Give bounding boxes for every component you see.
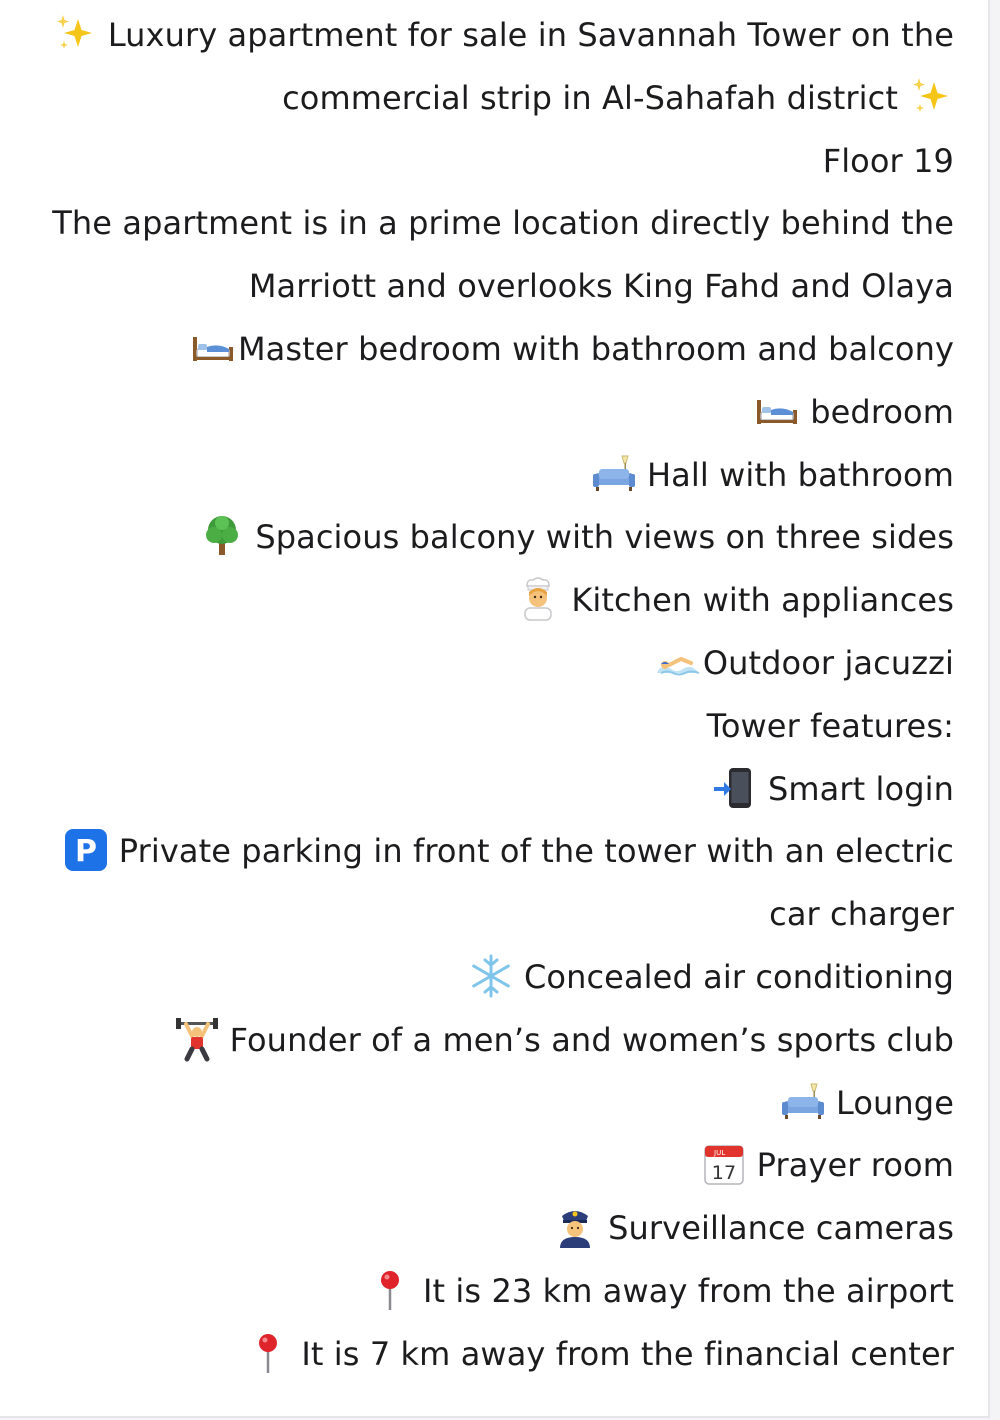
weightlifter-icon (174, 1016, 220, 1062)
title-text-2: commercial strip in Al-Sahafah district (282, 78, 898, 117)
calendar-icon (701, 1141, 747, 1187)
smart-login-text: Smart login (767, 769, 954, 808)
couch-icon (591, 451, 637, 497)
feature-master-bedroom-text: Master bedroom with bathroom and balcony (237, 329, 954, 368)
lounge-text: Lounge (835, 1083, 954, 1122)
feature-kitchen (36, 569, 954, 632)
title-line-2 (36, 67, 954, 130)
parking-letter: P (74, 834, 97, 870)
phone-arrow-icon (712, 765, 758, 811)
tower-financial (36, 1323, 954, 1386)
snowflake-icon (468, 953, 514, 999)
location-line-1 (36, 192, 954, 255)
cook-icon (515, 576, 561, 622)
feature-balcony (36, 506, 954, 569)
feature-jacuzzi-text: Outdoor jacuzzi (702, 643, 954, 682)
parking-text-2: car charger (769, 895, 954, 934)
pin-icon (367, 1267, 413, 1313)
feature-hall (36, 444, 954, 507)
ac-text: Concealed air conditioning (523, 957, 954, 996)
tower-smart-login (36, 758, 954, 821)
swimmer-icon (655, 639, 701, 685)
calendar-day: 17 (711, 1162, 736, 1185)
parking-text-1: Private parking in front of the tower with an electric (118, 832, 954, 871)
feature-master-bedroom (36, 318, 954, 381)
parking-icon (63, 827, 109, 873)
tower-airport (36, 1260, 954, 1323)
feature-jacuzzi (36, 632, 954, 695)
title-line-1 (36, 4, 954, 67)
financial-text: It is 7 km away from the financial center (301, 1334, 954, 1373)
floor-line (36, 130, 954, 193)
calendar-month: JUL (713, 1149, 726, 1158)
feature-kitchen-text: Kitchen with appliances (571, 581, 954, 620)
sparkles-icon (908, 74, 954, 120)
feature-balcony-text: Spacious balcony with views on three sides (255, 518, 954, 557)
tower-prayer (36, 1134, 954, 1197)
tower-ac (36, 946, 954, 1009)
pin-icon (245, 1330, 291, 1376)
police-officer-icon (552, 1204, 598, 1250)
sparkles-icon (52, 11, 98, 57)
listing-text (36, 4, 954, 1386)
bed-icon (754, 388, 800, 434)
airport-text: It is 23 km away from the airport (422, 1271, 954, 1310)
feature-bedroom-text: bedroom (810, 392, 954, 431)
tower-parking-2 (36, 883, 954, 946)
tree-icon (199, 513, 245, 559)
tower-lounge (36, 1072, 954, 1135)
feature-bedroom (36, 381, 954, 444)
title-text-1: Luxury apartment for sale in Savannah Tower on the (107, 16, 954, 54)
feature-hall-text: Hall with bathroom (646, 455, 954, 494)
tower-parking-1 (36, 820, 954, 883)
location-text-1: The apartment is in a prime location directly behind the (52, 204, 954, 243)
couch-icon (780, 1079, 826, 1125)
cameras-text: Surveillance cameras (608, 1209, 954, 1248)
location-line-2 (36, 255, 954, 318)
prayer-text: Prayer room (756, 1146, 954, 1185)
location-text-2: Marriott and overlooks King Fahd and Olaya (248, 267, 954, 306)
tower-heading-line (36, 695, 954, 758)
tower-heading: Tower features: (706, 706, 954, 745)
tower-cameras (36, 1197, 954, 1260)
tower-club (36, 1009, 954, 1072)
bed-icon (190, 325, 236, 371)
floor-text: Floor 19 (822, 141, 954, 180)
club-text: Founder of a men’s and women’s sports club (229, 1020, 954, 1059)
